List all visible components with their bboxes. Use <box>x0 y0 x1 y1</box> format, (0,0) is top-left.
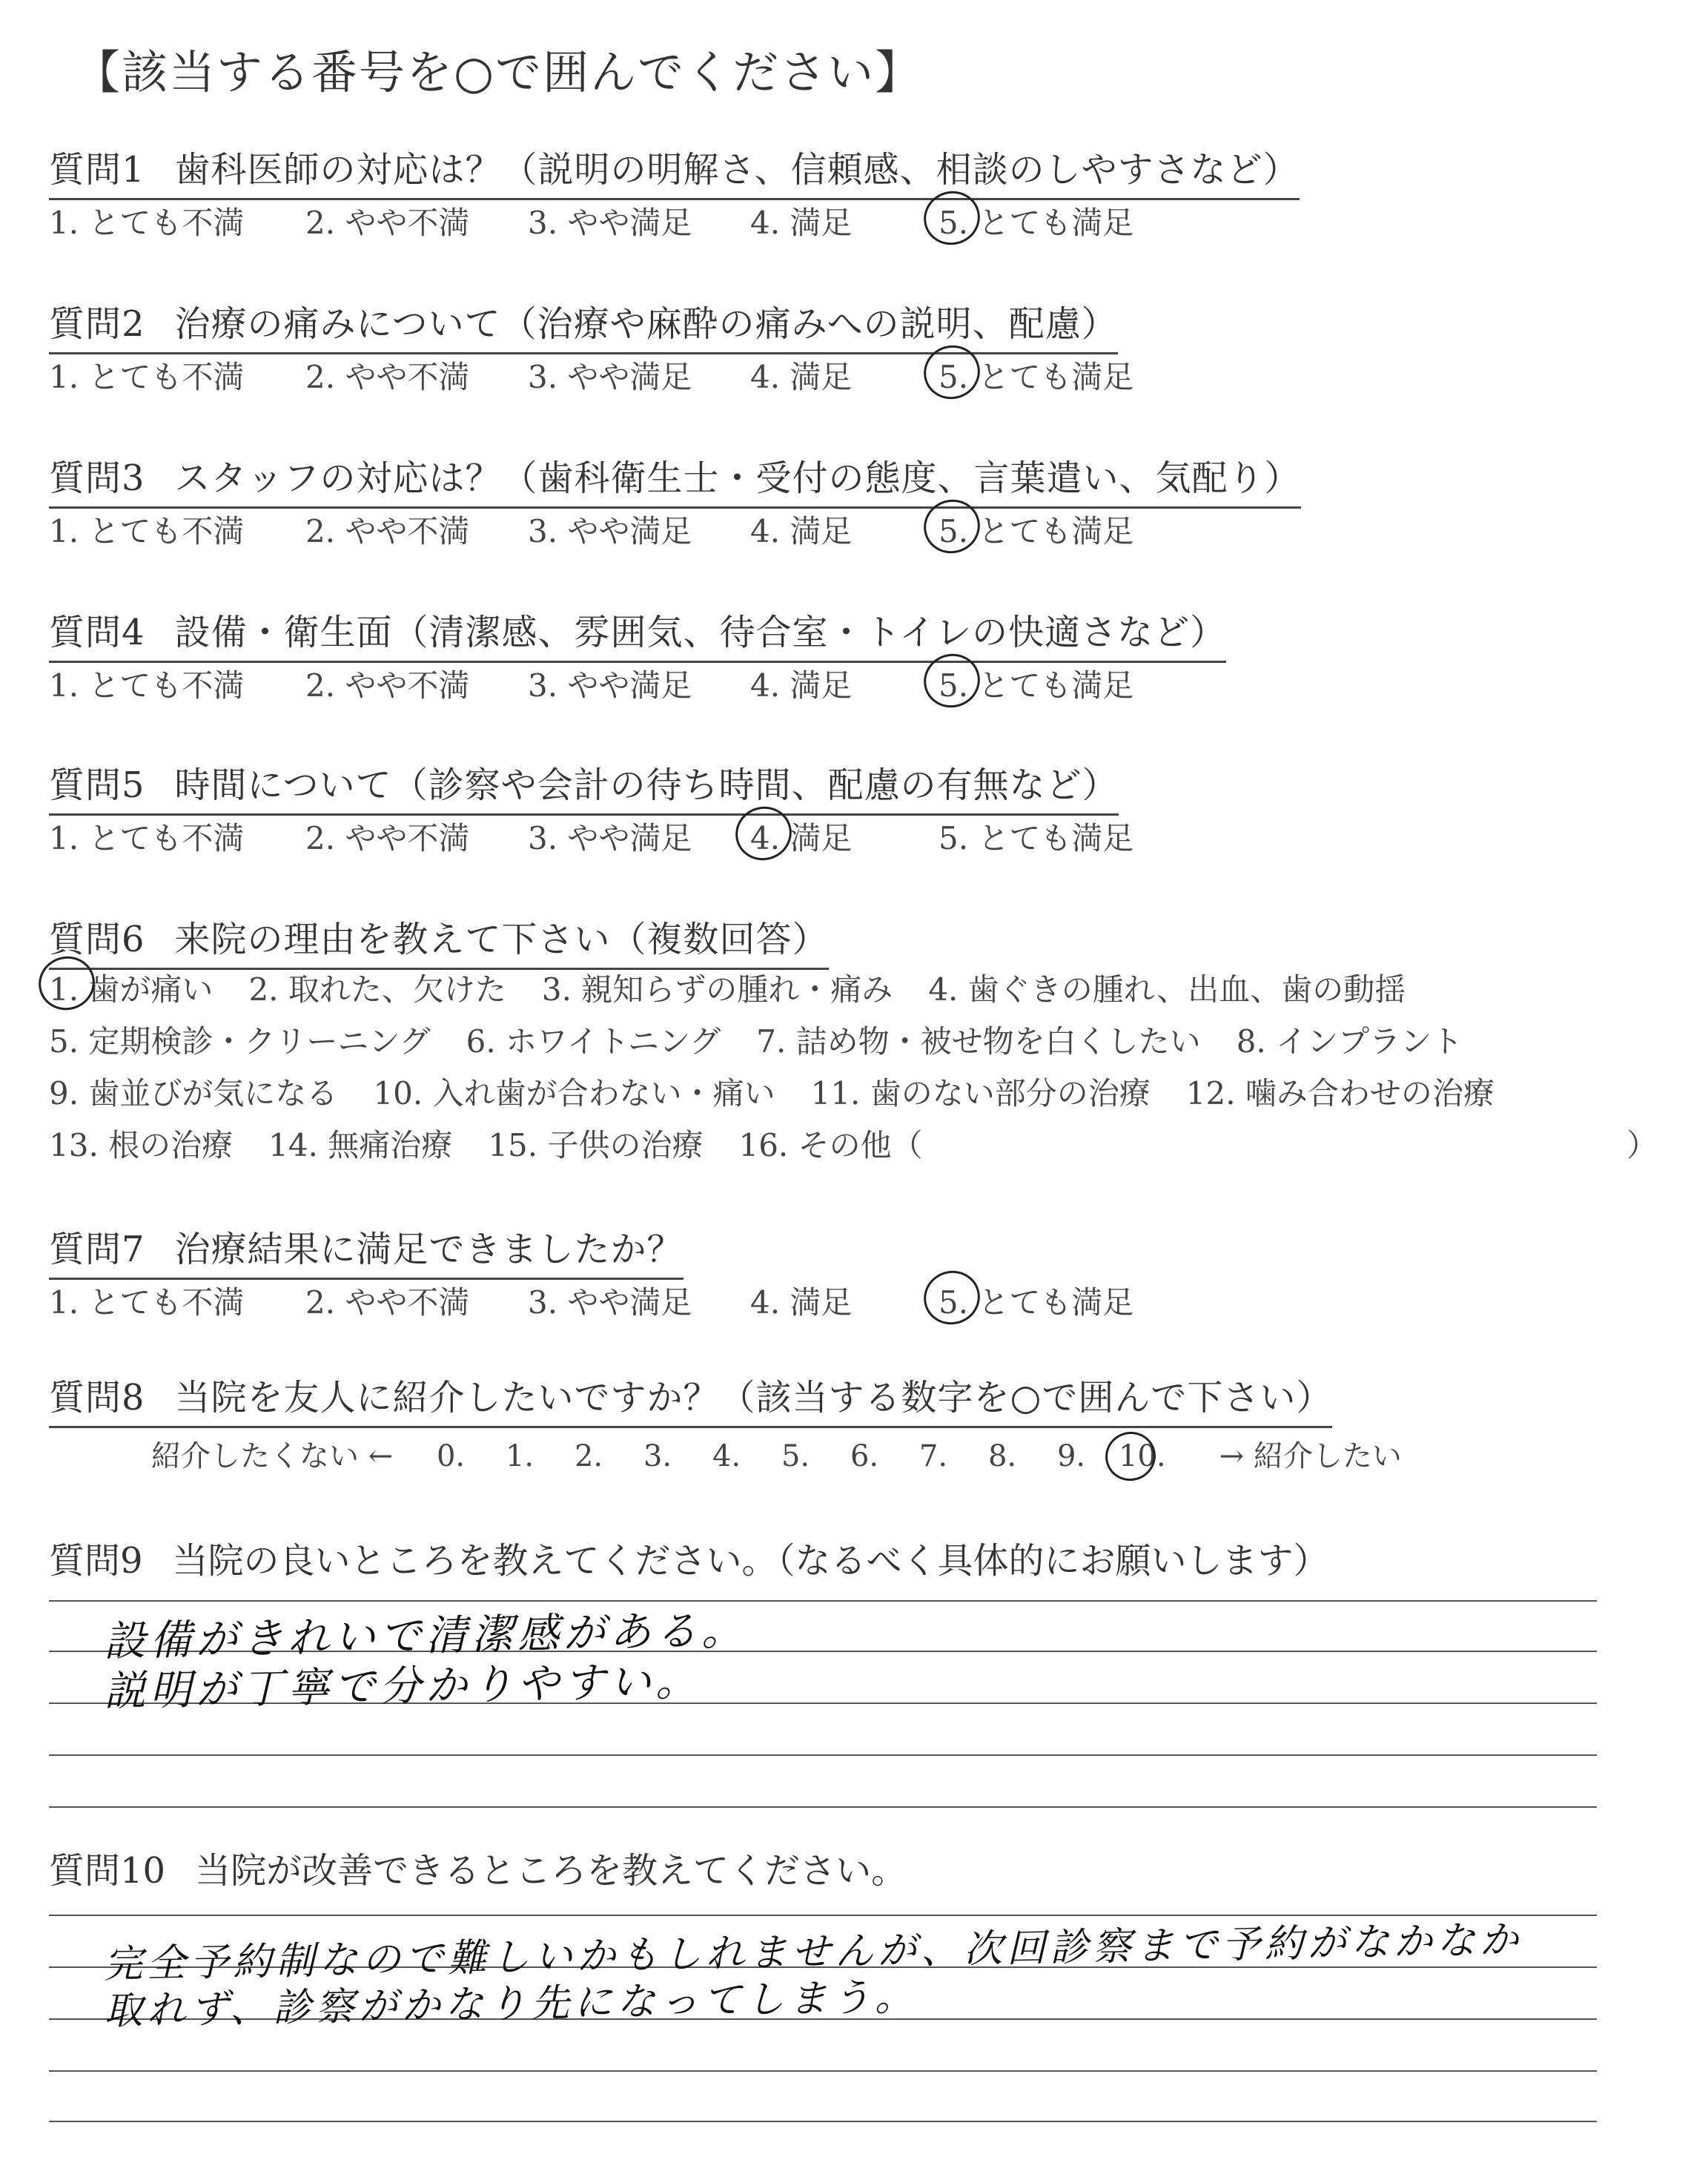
nps-scale <box>151 1433 1402 1475</box>
page-header: 【該当する番号を○で囲んでください】 <box>74 45 923 99</box>
question-title: 質問8 当院を友人に紹介したいですか？（該当する数字を○で囲んで下さい） <box>49 1369 1332 1428</box>
answer-line <box>49 1600 1597 1602</box>
rating-option-5[interactable]: 5. とても満足 <box>939 359 1134 395</box>
question-title: 質問10 当院が改善できるところを教えてください。 <box>49 1850 907 1892</box>
rating-option-4[interactable]: 4. 満足 <box>750 205 853 241</box>
reason-row <box>49 1121 1658 1166</box>
reason-option[interactable]: 7. 詰め物・被せ物を白くしたい <box>756 1023 1201 1060</box>
question-title: 質問6 来院の理由を教えて下さい（複数回答） <box>49 911 829 970</box>
reason-option[interactable]: 3. 親知らずの腫れ・痛み <box>541 971 893 1008</box>
reason-row <box>49 1069 1530 1114</box>
reason-row <box>49 1017 1498 1062</box>
rating-option-1[interactable]: 1. とても不満 <box>49 820 245 856</box>
nps-numbers <box>437 1439 1188 1473</box>
question-3 <box>49 449 1301 549</box>
answer-line <box>49 1754 1597 1756</box>
nps-number[interactable]: 9. <box>1056 1439 1086 1473</box>
nps-number[interactable]: 2. <box>574 1439 603 1473</box>
rating-option-2[interactable]: 2. やや不満 <box>305 1284 470 1321</box>
question-6 <box>49 911 829 970</box>
reason-option[interactable]: 1. 歯が痛い <box>49 971 214 1008</box>
question-10 <box>49 1842 907 1893</box>
rating-option-1[interactable]: 1. とても不満 <box>49 205 245 241</box>
question-title: 質問4 設備・衛生面（清潔感、雰囲気、待合室・トイレの快適さなど） <box>49 604 1226 663</box>
reason-option[interactable]: 2. 取れた、欠けた <box>248 971 506 1008</box>
nps-number[interactable]: 10. <box>1119 1439 1188 1473</box>
rating-option-1[interactable]: 1. とても不満 <box>49 513 245 549</box>
answer-line <box>49 2121 1597 2122</box>
reason-option[interactable]: 8. インプラント <box>1236 1023 1463 1060</box>
nps-number[interactable]: 0. <box>436 1439 466 1473</box>
reason-option[interactable]: 5. 定期検診・クリーニング <box>49 1023 431 1060</box>
reason-option[interactable]: 4. 歯ぐきの腫れ、出血、歯の動揺 <box>928 971 1406 1008</box>
hand-drawn-circle-mark <box>1099 1425 1162 1487</box>
rating-option-2[interactable]: 2. やや不満 <box>305 667 470 704</box>
nps-number[interactable]: 1. <box>505 1439 534 1473</box>
question-title: 質問9 当院の良いところを教えてください。（なるべく具体的にお願いします） <box>49 1540 1329 1582</box>
reason-row <box>49 965 1441 1010</box>
rating-option-2[interactable]: 2. やや不満 <box>305 359 470 395</box>
rating-option-3[interactable]: 3. やや満足 <box>528 820 692 856</box>
nps-number[interactable]: 5. <box>781 1439 810 1473</box>
question-title: 質問7 治療結果に満足できましたか？ <box>49 1221 683 1280</box>
question-title: 質問3 スタッフの対応は？（歯科衛生士・受付の態度、言葉遣い、気配り） <box>49 449 1301 509</box>
rating-option-3[interactable]: 3. やや満足 <box>528 667 692 704</box>
answer-line <box>49 2070 1597 2072</box>
rating-option-2[interactable]: 2. やや不満 <box>305 513 470 549</box>
nps-number[interactable]: 7. <box>918 1439 948 1473</box>
rating-option-3[interactable]: 3. やや満足 <box>528 513 692 549</box>
reason-option[interactable]: 14. 無痛治療 <box>268 1127 453 1163</box>
q9-handwritten-line-2: 説明が丁寧で分かりやすい。 <box>103 1657 702 1717</box>
reason-option[interactable]: 10. 入れ歯が合わない・痛い <box>373 1075 775 1112</box>
question-7 <box>49 1221 1134 1321</box>
rating-option-2[interactable]: 2. やや不満 <box>305 820 470 856</box>
reason-option[interactable]: 6. ホワイトニング <box>466 1023 721 1060</box>
q10-handwritten-line-2: 取れず、診察がかなり先になってしまう。 <box>103 1975 918 2034</box>
question-4 <box>49 604 1227 704</box>
q10-handwritten-line-1: 完全予約制なので難しいかもしれませんが、次回診察まで予約がなかなか <box>103 1918 1523 1987</box>
reason-option[interactable]: 13. 根の治療 <box>49 1127 234 1163</box>
rating-option-1[interactable]: 1. とても不満 <box>49 1284 245 1321</box>
nps-number[interactable]: 8. <box>987 1439 1017 1473</box>
rating-option-2[interactable]: 2. やや不満 <box>305 205 470 241</box>
rating-option-4[interactable]: 4. 満足 <box>750 513 853 549</box>
question-9 <box>49 1532 1329 1583</box>
question-title: 質問1 歯科医師の対応は？（説明の明解さ、信頼感、相談のしやすさなど） <box>49 141 1300 200</box>
question-title: 質問2 治療の痛みについて（治療や麻酔の痛みへの説明、配慮） <box>49 295 1118 354</box>
nps-left-label: 紹介したくない ← <box>151 1439 394 1473</box>
reason-option[interactable]: 16. その他（ <box>738 1127 923 1163</box>
rating-option-5[interactable]: 5. とても満足 <box>939 513 1134 549</box>
rating-option-5[interactable]: 5. とても満足 <box>939 820 1134 856</box>
reason-option[interactable]: 12. 噛み合わせの治療 <box>1185 1075 1494 1112</box>
nps-number[interactable]: 3. <box>643 1439 672 1473</box>
rating-option-3[interactable]: 3. やや満足 <box>528 359 692 395</box>
nps-number[interactable]: 6. <box>850 1439 879 1473</box>
rating-option-3[interactable]: 3. やや満足 <box>528 1284 692 1321</box>
rating-option-5[interactable]: 5. とても満足 <box>939 205 1134 241</box>
nps-right-label: → 紹介したい <box>1219 1439 1402 1473</box>
rating-option-1[interactable]: 1. とても不満 <box>49 667 245 704</box>
reason-option[interactable]: 9. 歯並びが気になる <box>49 1075 338 1112</box>
rating-option-4[interactable]: 4. 満足 <box>750 1284 853 1321</box>
question-1 <box>49 141 1300 241</box>
rating-option-4[interactable]: 4. 満足 <box>750 667 853 704</box>
answer-line <box>49 1806 1597 1808</box>
question-5 <box>49 756 1134 856</box>
rating-option-4[interactable]: 4. 満足 <box>750 820 853 856</box>
nps-number[interactable]: 4. <box>712 1439 741 1473</box>
reason-option[interactable]: 11. 歯のない部分の治療 <box>810 1075 1151 1112</box>
reason-option[interactable]: ） <box>1626 1127 1658 1163</box>
rating-option-1[interactable]: 1. とても不満 <box>49 359 245 395</box>
question-2 <box>49 295 1134 395</box>
question-title: 質問5 時間について（診察や会計の待ち時間、配慮の有無など） <box>49 756 1119 816</box>
reason-option[interactable]: 15. 子供の治療 <box>488 1127 704 1163</box>
question-8 <box>49 1369 1332 1428</box>
rating-option-5[interactable]: 5. とても満足 <box>939 667 1134 704</box>
rating-option-5[interactable]: 5. とても満足 <box>939 1284 1134 1321</box>
rating-option-4[interactable]: 4. 満足 <box>750 359 853 395</box>
rating-option-3[interactable]: 3. やや満足 <box>528 205 692 241</box>
q9-handwritten-line-1: 設備がきれいで清潔感がある。 <box>103 1606 748 1666</box>
